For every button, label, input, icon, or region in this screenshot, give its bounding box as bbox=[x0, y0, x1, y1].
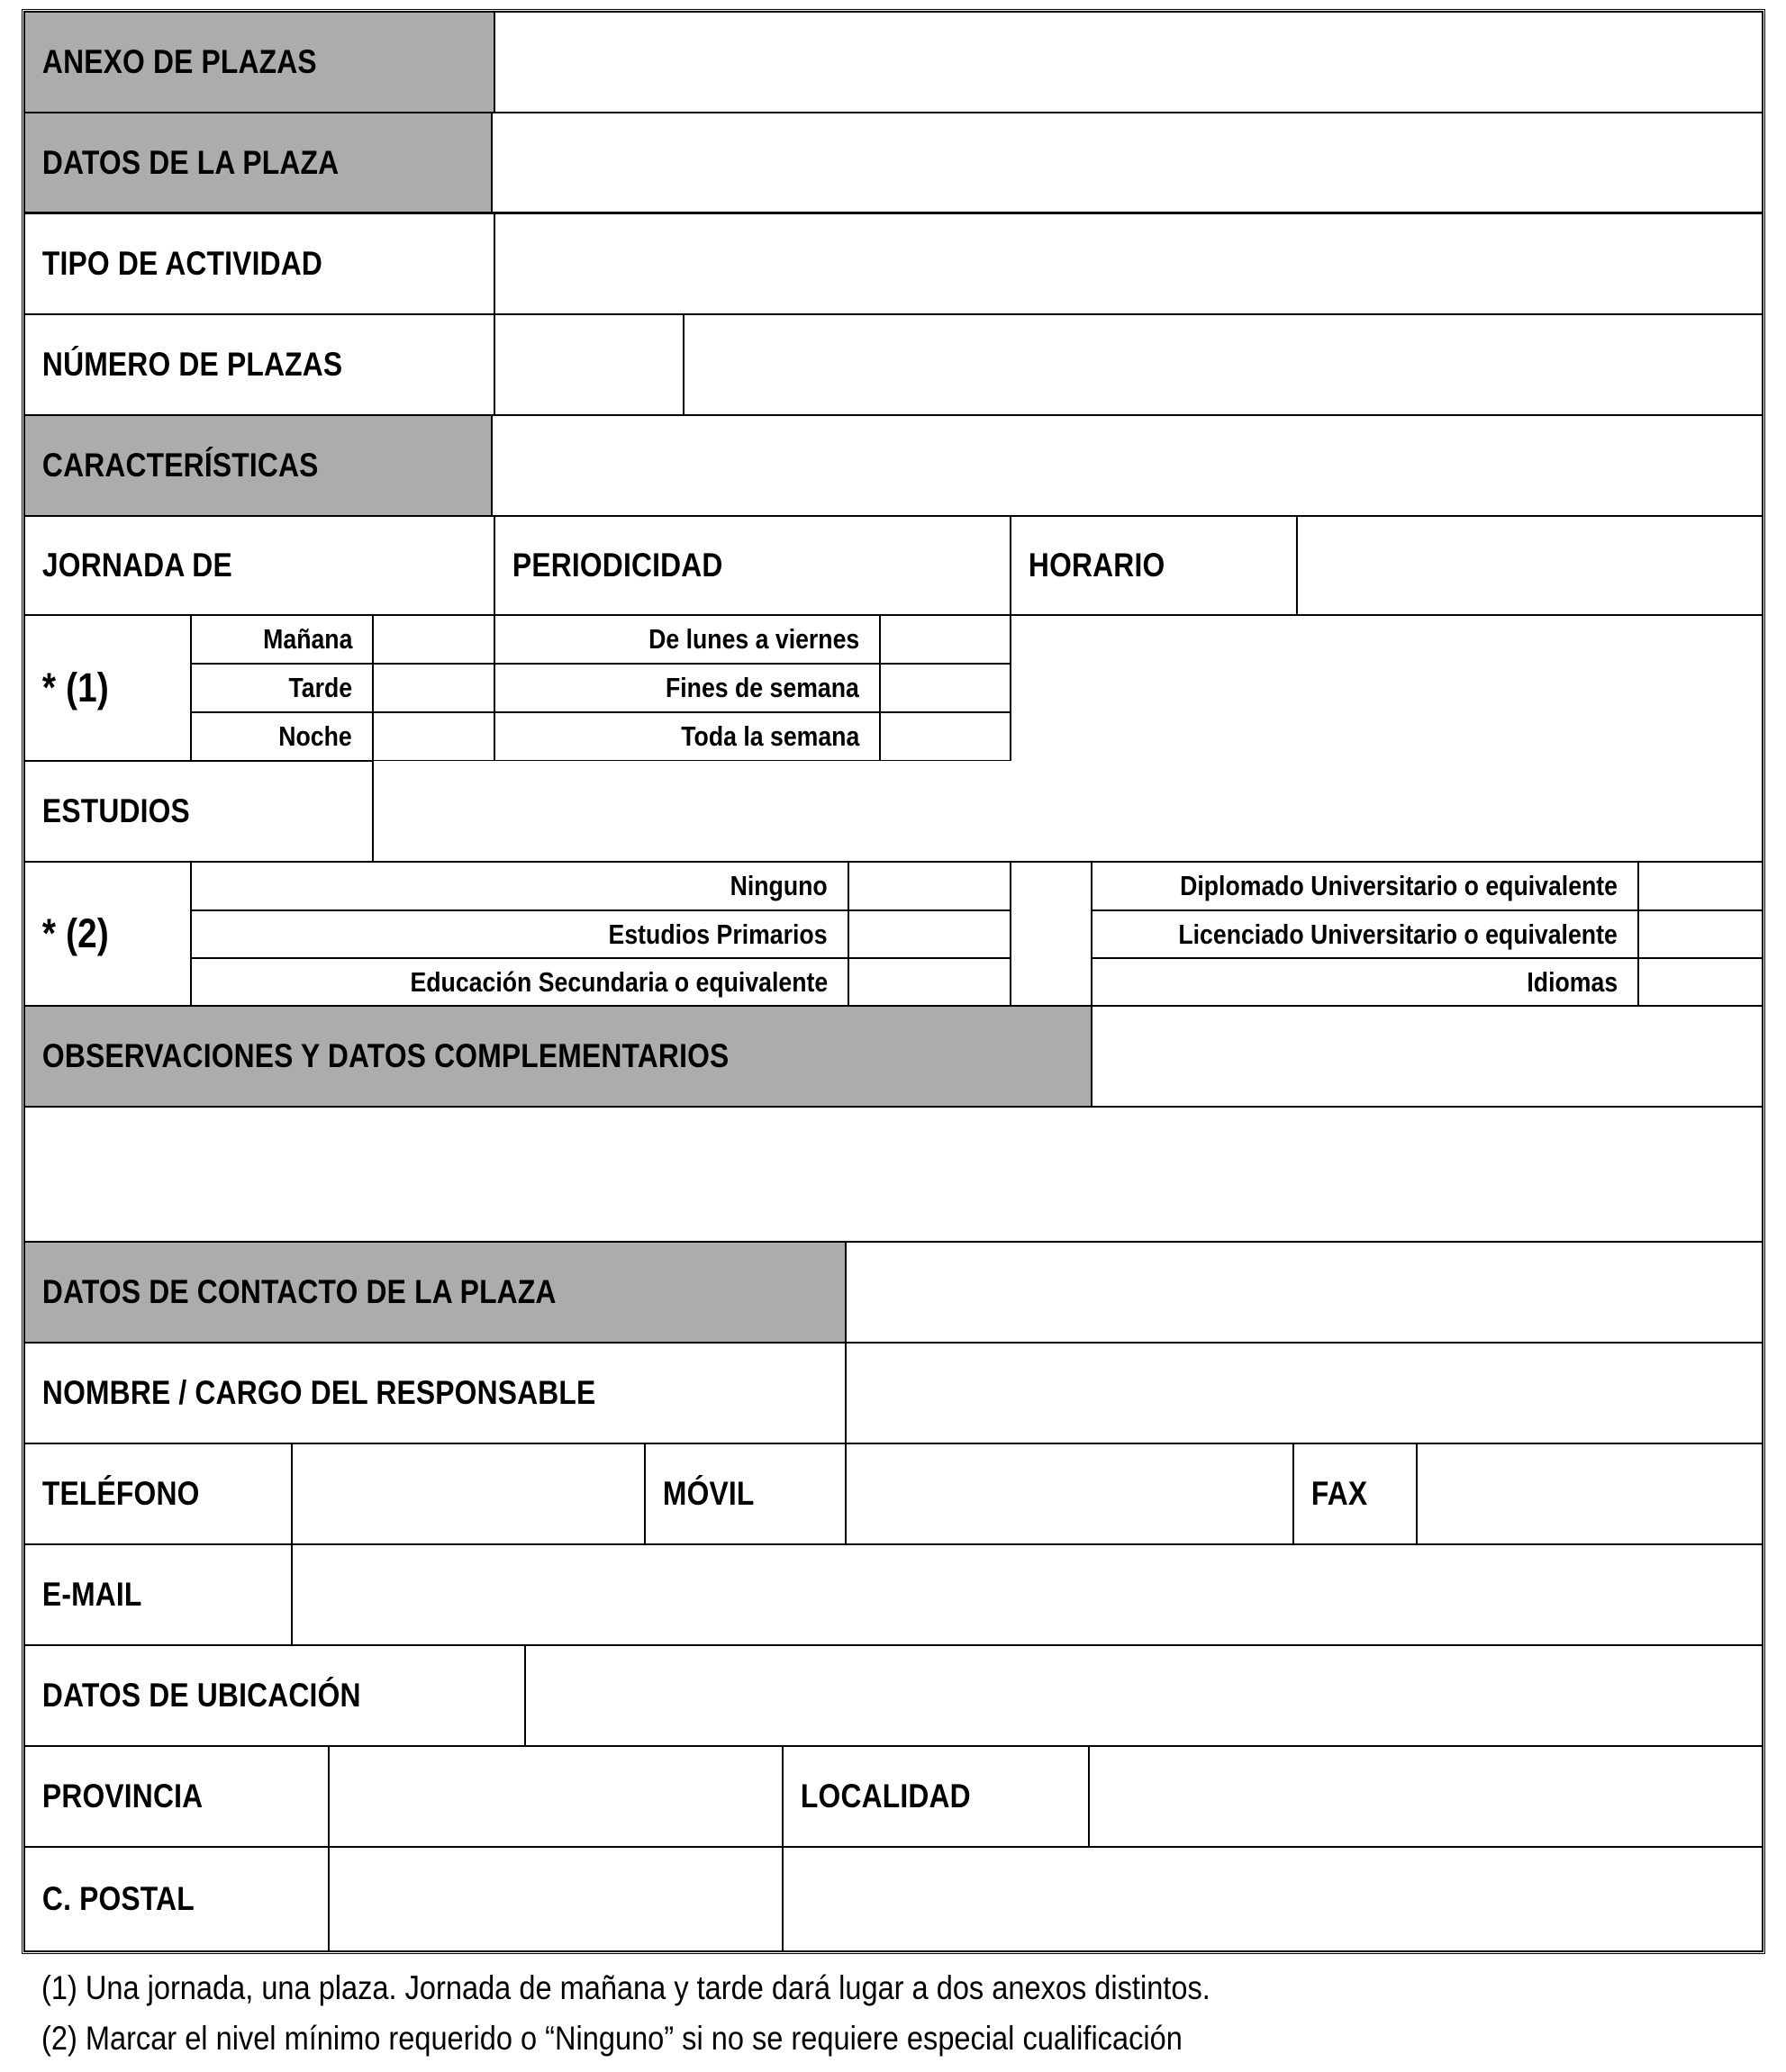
estudios-checkbox-secundaria[interactable] bbox=[848, 958, 1011, 1006]
telefono-label-cell bbox=[24, 1443, 292, 1544]
horario-label: HORARIO bbox=[1028, 547, 1165, 584]
provincia-label-cell bbox=[24, 1746, 329, 1847]
annex-title-cell bbox=[24, 12, 494, 113]
periodicidad-option-fines: Fines de semana bbox=[494, 664, 880, 712]
characteristics-label: CARACTERÍSTICAS bbox=[41, 447, 319, 484]
footnote-1: (1) Una jornada, una plaza. Jornada de mañana y tarde dará lugar a dos anexos distintos. bbox=[41, 1969, 1210, 2006]
observaciones-label: OBSERVACIONES Y DATOS COMPLEMENTARIOS bbox=[41, 1037, 730, 1074]
jornada-checkbox-tarde[interactable] bbox=[373, 664, 494, 712]
ubicacion-label: DATOS DE UBICACIÓN bbox=[41, 1677, 361, 1714]
estudios-option-ninguno: Ninguno bbox=[191, 862, 848, 910]
cpostal-extra-field[interactable] bbox=[783, 1847, 1763, 1951]
fax-label: FAX bbox=[1310, 1475, 1368, 1512]
fax-label-cell bbox=[1293, 1443, 1417, 1544]
estudios-checkbox-licenciado[interactable] bbox=[1638, 910, 1763, 958]
estudios-checkbox-diplomado[interactable] bbox=[1638, 862, 1763, 910]
annex-field[interactable] bbox=[494, 12, 1763, 113]
responsable-label-cell bbox=[24, 1343, 846, 1443]
jornada-checkbox-manana[interactable] bbox=[373, 615, 494, 664]
num-plazas-label: NÚMERO DE PLAZAS bbox=[41, 346, 343, 383]
num-plazas-field[interactable] bbox=[494, 314, 684, 415]
fax-field[interactable] bbox=[1417, 1443, 1763, 1544]
estudios-checkbox-ninguno[interactable] bbox=[848, 862, 1011, 910]
responsable-label: NOMBRE / CARGO DEL RESPONSABLE bbox=[41, 1374, 596, 1411]
responsable-field[interactable] bbox=[846, 1343, 1763, 1443]
horario-detail-field[interactable] bbox=[1011, 615, 1763, 761]
characteristics-field[interactable] bbox=[492, 415, 1763, 516]
localidad-field[interactable] bbox=[1089, 1746, 1763, 1847]
estudios-field[interactable] bbox=[373, 761, 1763, 862]
estudios-option-licenciado: Licenciado Universitario o equivalente bbox=[1092, 910, 1638, 958]
localidad-label-cell bbox=[783, 1746, 1089, 1847]
movil-label-cell bbox=[645, 1443, 846, 1544]
contacto-header bbox=[24, 1242, 846, 1343]
observaciones-textarea[interactable] bbox=[24, 1107, 1763, 1242]
telefono-label: TELÉFONO bbox=[41, 1475, 200, 1512]
provincia-field[interactable] bbox=[329, 1746, 783, 1847]
jornada-option-manana: Mañana bbox=[191, 615, 373, 664]
estudios-spacer bbox=[1011, 862, 1092, 1006]
jornada-option-tarde: Tarde bbox=[191, 664, 373, 712]
periodicidad-option-toda: Toda la semana bbox=[494, 712, 880, 761]
provincia-label: PROVINCIA bbox=[41, 1778, 204, 1814]
plaza-data-field[interactable] bbox=[492, 113, 1763, 213]
activity-type-field[interactable] bbox=[494, 213, 1763, 314]
periodicidad-label: PERIODICIDAD bbox=[512, 547, 723, 584]
observaciones-side-field[interactable] bbox=[1092, 1006, 1763, 1107]
ubicacion-field[interactable] bbox=[525, 1645, 1763, 1746]
telefono-field[interactable] bbox=[292, 1443, 645, 1544]
estudios-option-diplomado: Diplomado Universitario o equivalente bbox=[1092, 862, 1638, 910]
note1-ref: * (1) bbox=[41, 665, 109, 710]
periodicidad-checkbox-fines[interactable] bbox=[880, 664, 1011, 712]
estudios-option-secundaria: Educación Secundaria o equivalente bbox=[191, 958, 848, 1006]
email-field[interactable] bbox=[292, 1544, 1763, 1645]
periodicidad-checkbox-toda[interactable] bbox=[880, 712, 1011, 761]
num-plazas-extra-field[interactable] bbox=[684, 314, 1763, 415]
characteristics-header bbox=[24, 415, 492, 516]
contacto-label: DATOS DE CONTACTO DE LA PLAZA bbox=[41, 1273, 557, 1310]
localidad-label: LOCALIDAD bbox=[800, 1778, 971, 1814]
footnotes bbox=[41, 1963, 1753, 2064]
note1-ref-cell bbox=[24, 615, 191, 761]
estudios-option-primarios: Estudios Primarios bbox=[191, 910, 848, 958]
cpostal-label: C. POSTAL bbox=[41, 1880, 195, 1917]
note2-ref-cell bbox=[24, 862, 191, 1006]
plaza-data-label: DATOS DE LA PLAZA bbox=[41, 144, 340, 181]
num-plazas-label-cell bbox=[24, 314, 494, 415]
activity-type-label: TIPO DE ACTIVIDAD bbox=[41, 245, 323, 282]
cpostal-field[interactable] bbox=[329, 1847, 783, 1951]
email-label-cell bbox=[24, 1544, 292, 1645]
note2-ref: * (2) bbox=[41, 910, 109, 956]
contacto-field[interactable] bbox=[846, 1242, 1763, 1343]
plaza-data-header bbox=[24, 113, 492, 213]
jornada-checkbox-noche[interactable] bbox=[373, 712, 494, 761]
ubicacion-label-cell bbox=[24, 1645, 525, 1746]
jornada-label-cell bbox=[24, 516, 494, 615]
estudios-option-idiomas: Idiomas bbox=[1092, 958, 1638, 1006]
cpostal-label-cell bbox=[24, 1847, 329, 1951]
horario-field[interactable] bbox=[1297, 516, 1763, 615]
footnote-2: (2) Marcar el nivel mínimo requerido o “Ninguno” si no se requiere especial cualificación bbox=[41, 2020, 1183, 2057]
periodicidad-option-lv: De lunes a viernes bbox=[494, 615, 880, 664]
jornada-option-noche: Noche bbox=[191, 712, 373, 761]
observaciones-header bbox=[24, 1006, 1092, 1107]
periodicidad-checkbox-lv[interactable] bbox=[880, 615, 1011, 664]
activity-type-label-cell bbox=[24, 213, 494, 314]
annex-title: ANEXO DE PLAZAS bbox=[41, 43, 317, 80]
periodicidad-label-cell bbox=[494, 516, 1011, 615]
email-label: E-MAIL bbox=[41, 1576, 142, 1613]
estudios-checkbox-idiomas[interactable] bbox=[1638, 958, 1763, 1006]
plazas-annex-form bbox=[22, 9, 1765, 1954]
estudios-checkbox-primarios[interactable] bbox=[848, 910, 1011, 958]
movil-label: MÓVIL bbox=[662, 1475, 755, 1512]
estudios-label-cell bbox=[24, 761, 373, 862]
jornada-label: JORNADA DE bbox=[41, 547, 232, 584]
estudios-label: ESTUDIOS bbox=[41, 792, 190, 829]
horario-label-cell bbox=[1011, 516, 1297, 615]
movil-field[interactable] bbox=[846, 1443, 1293, 1544]
